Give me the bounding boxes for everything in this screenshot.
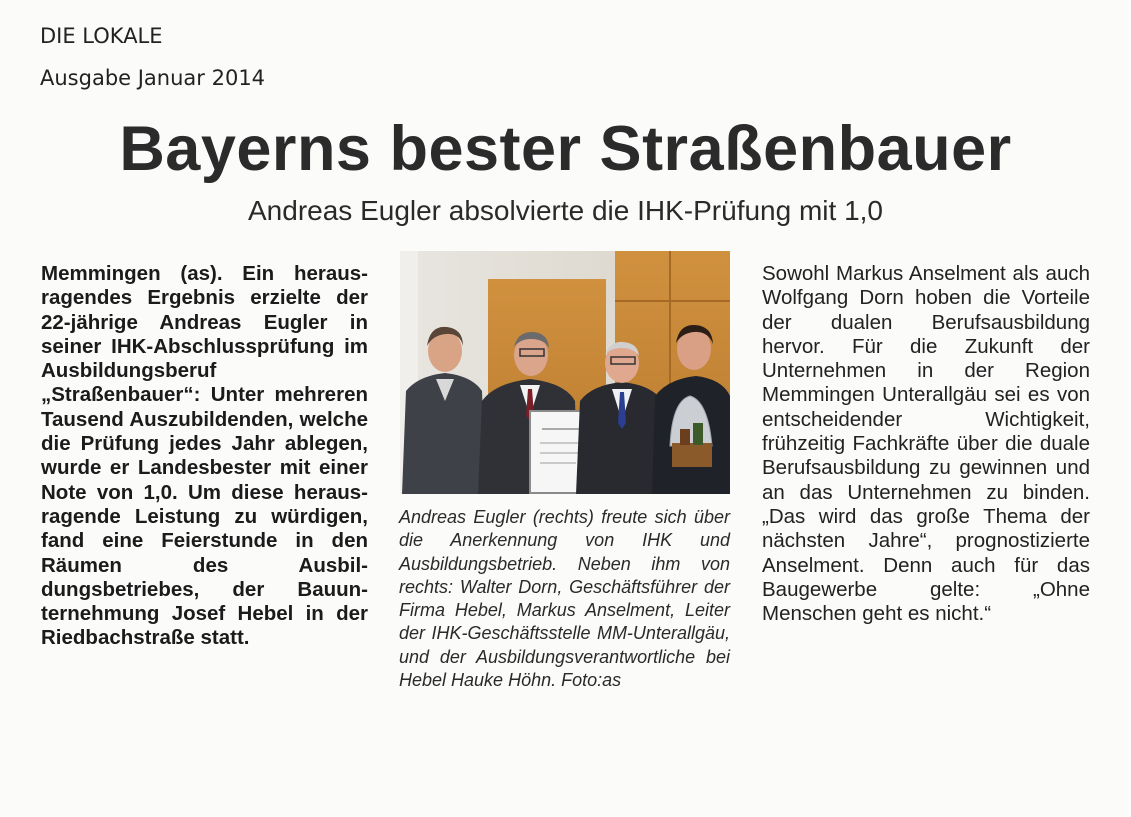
article-headline: Bayerns bester Straßenbauer (119, 114, 1012, 184)
award-ceremony-photo (400, 251, 730, 494)
right-paragraph: Sowohl Markus Anselment als auch Wolfgang Dorn hoben die Vorteile der dualen Berufsausbildung hervor. Für die Zukunft der Unternehmen in der Region Memmingen Unterallgäu sei es von entscheidender Wichtigkeit, frühzeitig Fachkräfte über die duale Berufsausbildung zu gewinnen und an das Unternehmen zu binden. „Das wird das große Thema der nächsten Jahre“, prognostizierte Anselment. Denn auch für das Baugewerbe gelte: „Ohne Menschen geht es nicht.“ (762, 262, 1090, 626)
photo-caption: Andreas Eugler (rechts) freute sich über die Anerkennung von IHK und Ausbildungsbetrieb. Neben ihm von rechts: Walter Dorn, Geschäftsführer der Firma Hebel, Markus Anselment, Leiter der IHK-Geschäftsstelle MM-Unterallgäu, und der Ausbildungsverantwortliche bei Hebel Hauke Höhn. Foto:as (399, 507, 730, 691)
publication-name: DIE LOKALE (40, 24, 163, 48)
lead-paragraph: Memmingen (as). Ein herausragendes Ergebnis erzielte der 22-jährige Andreas Eugler in seiner IHK-Abschlussprüfung im Ausbildungsberuf „Straßenbauer“: Unter mehreren Tausend Auszubildenden, welche die Prüfung jedes Jahr ablegen, wurde er Landesbester mit einer Note von 1,0. Um diese herausragende Leistung zu würdigen, fand eine Feierstunde in den Räumen des Ausbildungsbetriebes, der Bauunternehmung Josef Hebel in der Riedbachstraße statt. (41, 262, 368, 650)
article-subheadline: Andreas Eugler absolvierte die IHK-Prüfung mit 1,0 (248, 195, 883, 226)
publication-issue: Ausgabe Januar 2014 (40, 66, 266, 90)
